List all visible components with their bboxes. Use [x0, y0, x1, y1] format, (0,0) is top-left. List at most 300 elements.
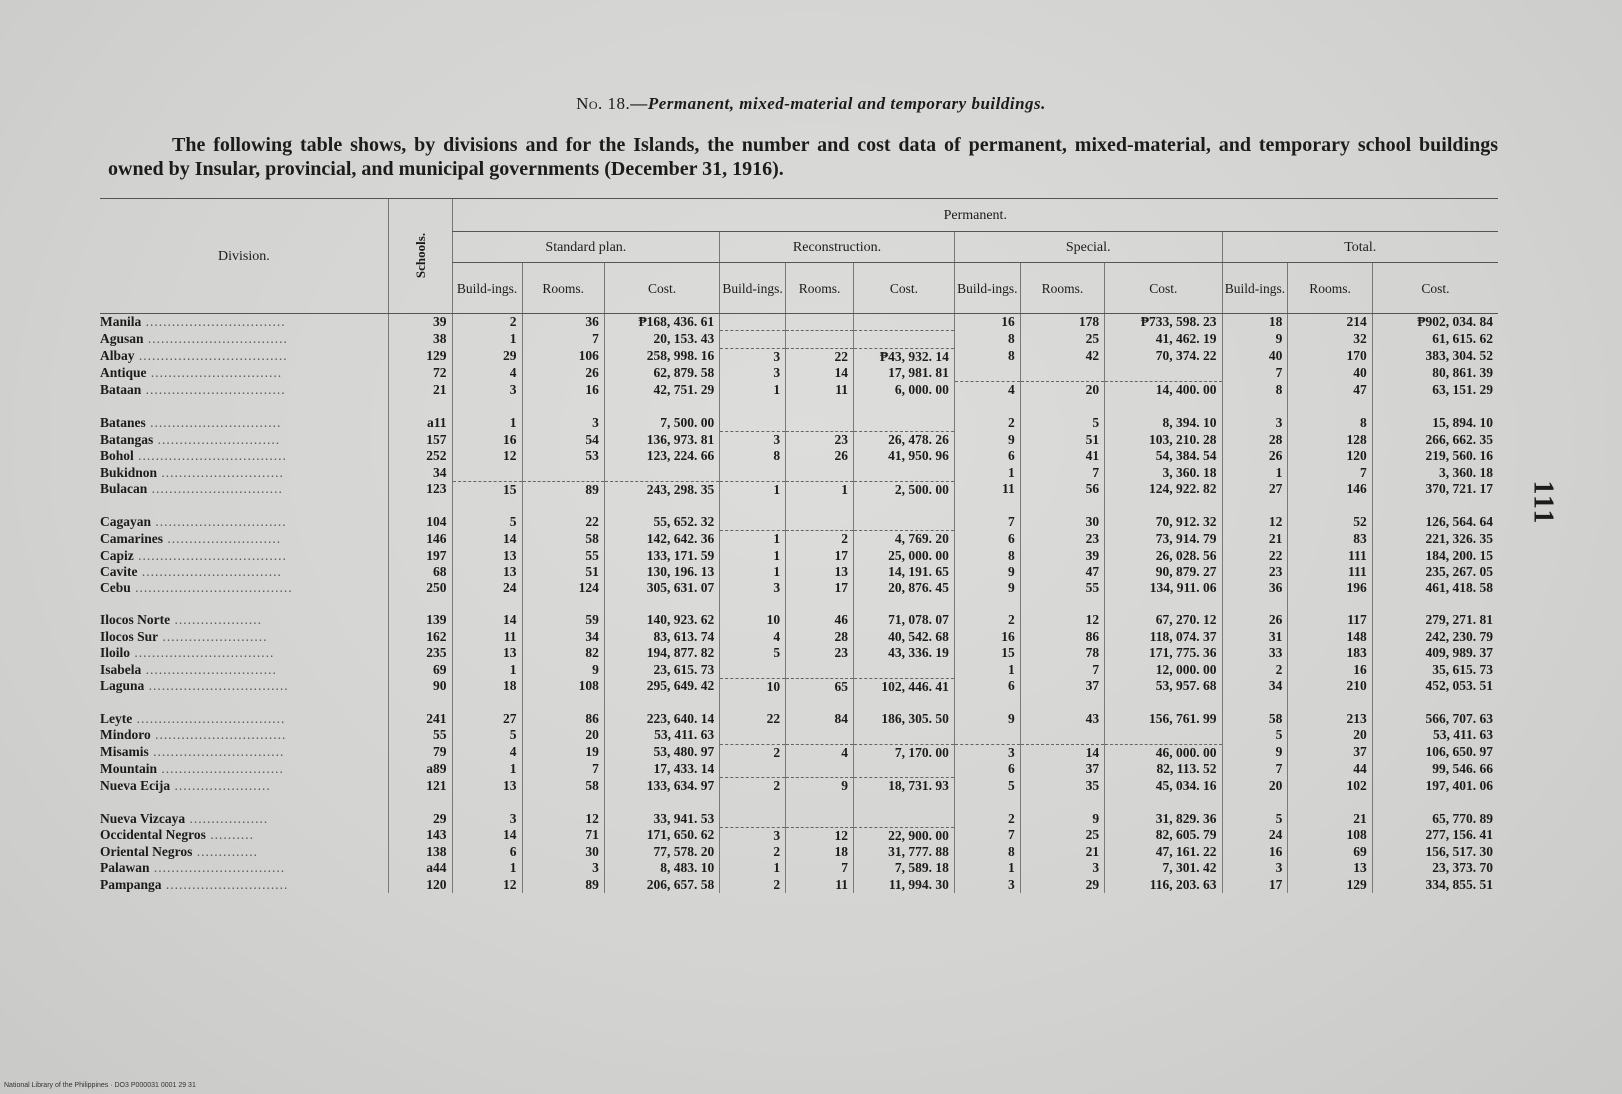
spc-rooms-cell: 7	[1020, 661, 1104, 678]
schools-cell: 157	[388, 431, 452, 448]
tot-buildings-cell: 20	[1222, 778, 1288, 795]
spc-buildings-cell: 6	[954, 531, 1020, 548]
tot-cost-cell: 235, 267. 05	[1372, 564, 1498, 580]
tot-cost-cell: 63, 151. 29	[1372, 382, 1498, 399]
empty-cell	[786, 331, 854, 348]
tot-buildings-cell: 18	[1222, 314, 1288, 331]
sp-buildings-cell: 24	[452, 580, 522, 596]
spc-rooms-cell: 178	[1020, 314, 1104, 331]
tot-cost-cell: 242, 230. 79	[1372, 629, 1498, 645]
empty-cell	[786, 314, 854, 331]
spc-buildings-cell: 8	[954, 348, 1020, 365]
tot-cost-cell: 277, 156. 41	[1372, 827, 1498, 844]
empty-cell	[854, 464, 955, 481]
tot-rooms-cell: 111	[1288, 564, 1372, 580]
spc-cost-cell: 26, 028. 56	[1105, 548, 1222, 564]
rc-cost-cell: 7, 170. 00	[854, 744, 955, 761]
tot-buildings-cell: 3	[1222, 860, 1288, 876]
leader-dots: ..........................	[163, 531, 282, 547]
spc-cost-cell: 70, 374. 22	[1105, 348, 1222, 365]
empty-cell	[720, 464, 786, 481]
tot-buildings-cell: 31	[1222, 629, 1288, 645]
spc-buildings-cell: 1	[954, 464, 1020, 481]
tot-rooms-cell: 108	[1288, 827, 1372, 844]
division-cell	[100, 761, 388, 778]
table-row	[100, 331, 1498, 348]
spc-cost-cell: 7, 301. 42	[1105, 860, 1222, 876]
spc-rooms-cell: 29	[1020, 877, 1104, 893]
sp-buildings-cell: 18	[452, 678, 522, 695]
rc-rooms-cell: 12	[786, 827, 854, 844]
rc-cost-cell: 26, 478. 26	[854, 431, 955, 448]
tot-cost-cell: 61, 615. 62	[1372, 331, 1498, 348]
empty-cell	[786, 810, 854, 827]
spc-buildings-cell: 6	[954, 761, 1020, 778]
schools-header-label: Schools.	[412, 232, 428, 279]
rc-cost-cell: 102, 446. 41	[854, 678, 955, 695]
table-row	[100, 711, 1498, 727]
standard-plan-header: Standard plan.	[452, 232, 720, 263]
division-name: Cebu	[100, 580, 131, 596]
division-name: Bulacan	[100, 481, 148, 497]
tot-rooms-cell: 196	[1288, 580, 1372, 596]
division-name: Palawan	[100, 860, 150, 876]
table-row	[100, 414, 1498, 431]
division-cell	[100, 661, 388, 678]
column-header-cost: Cost.	[1105, 263, 1222, 314]
spc-cost-cell: 46, 000. 00	[1105, 744, 1222, 761]
rc-buildings-cell: 1	[720, 564, 786, 580]
rc-buildings-cell: 10	[720, 678, 786, 695]
sp-buildings-cell: 13	[452, 645, 522, 661]
sp-cost-cell: ₱168, 436. 61	[604, 314, 719, 331]
sp-buildings-cell: 29	[452, 348, 522, 365]
rc-cost-cell: 40, 542. 68	[854, 629, 955, 645]
tot-buildings-cell: 8	[1222, 382, 1288, 399]
tot-cost-cell: 383, 304. 52	[1372, 348, 1498, 365]
table-row	[100, 314, 1498, 331]
empty-cell	[720, 314, 786, 331]
division-cell	[100, 860, 388, 876]
tot-cost-cell: 35, 615. 73	[1372, 661, 1498, 678]
spc-cost-cell: 73, 914. 79	[1105, 531, 1222, 548]
division-cell	[100, 629, 388, 645]
group-spacer	[100, 498, 1498, 514]
division-cell	[100, 314, 388, 331]
spc-rooms-cell: 37	[1020, 761, 1104, 778]
leader-dots: ..........	[205, 827, 254, 843]
column-header-buildings: Build-ings.	[452, 263, 522, 314]
group-spacer	[100, 695, 1498, 711]
tot-buildings-cell: 58	[1222, 711, 1288, 727]
division-cell	[100, 331, 388, 348]
division-name: Pampanga	[100, 876, 162, 892]
rc-buildings-cell: 3	[720, 365, 786, 382]
tot-buildings-cell: 5	[1222, 810, 1288, 827]
spc-rooms-cell: 39	[1020, 548, 1104, 564]
spc-cost-cell: 3, 360. 18	[1105, 464, 1222, 481]
spc-rooms-cell: 5	[1020, 414, 1104, 431]
column-header-buildings: Build-ings.	[1222, 263, 1288, 314]
rc-cost-cell: 186, 305. 50	[854, 711, 955, 727]
tot-rooms-cell: 111	[1288, 548, 1372, 564]
division-name: Oriental Negros	[100, 844, 193, 860]
spc-buildings-cell: 2	[954, 612, 1020, 628]
sp-rooms-cell: 53	[522, 448, 604, 464]
sp-buildings-cell: 4	[452, 744, 522, 761]
table-row	[100, 382, 1498, 399]
spc-cost-cell: 12, 000. 00	[1105, 661, 1222, 678]
rc-buildings-cell: 5	[720, 645, 786, 661]
table-row	[100, 448, 1498, 464]
spc-rooms-cell: 12	[1020, 612, 1104, 628]
division-name: Misamis	[100, 744, 149, 760]
spc-buildings-cell: 16	[954, 314, 1020, 331]
rc-rooms-cell: 14	[786, 365, 854, 382]
empty-cell	[854, 414, 955, 431]
table-row	[100, 348, 1498, 365]
sp-rooms-cell: 16	[522, 382, 604, 399]
spc-rooms-cell: 9	[1020, 810, 1104, 827]
sp-rooms-cell: 89	[522, 481, 604, 498]
division-cell	[100, 548, 388, 564]
empty-cell	[1105, 727, 1222, 744]
spc-cost-cell: 47, 161. 22	[1105, 844, 1222, 860]
column-header-rooms: Rooms.	[1020, 263, 1104, 314]
spc-rooms-cell: 21	[1020, 844, 1104, 860]
leader-dots: ................................	[141, 314, 286, 330]
tot-buildings-cell: 27	[1222, 481, 1288, 498]
rc-cost-cell: 2, 500. 00	[854, 481, 955, 498]
tot-rooms-cell: 37	[1288, 744, 1372, 761]
schools-cell: 21	[388, 382, 452, 399]
sp-rooms-cell: 12	[522, 810, 604, 827]
division-cell	[100, 531, 388, 548]
schools-cell: a44	[388, 860, 452, 876]
sp-buildings-cell: 3	[452, 810, 522, 827]
schools-cell: 29	[388, 810, 452, 827]
division-name: Antique	[100, 365, 147, 381]
tot-cost-cell: 3, 360. 18	[1372, 464, 1498, 481]
table-row	[100, 744, 1498, 761]
spc-buildings-cell: 2	[954, 810, 1020, 827]
schools-cell: 250	[388, 580, 452, 596]
division-name: Isabela	[100, 661, 142, 677]
sp-rooms-cell: 58	[522, 778, 604, 795]
spc-rooms-cell: 55	[1020, 580, 1104, 596]
schools-cell: 34	[388, 464, 452, 481]
sp-rooms-cell: 51	[522, 564, 604, 580]
tot-rooms-cell: 52	[1288, 514, 1372, 531]
empty-cell	[854, 661, 955, 678]
column-header-buildings: Build-ings.	[720, 263, 786, 314]
spc-buildings-cell: 7	[954, 514, 1020, 531]
spc-buildings-cell: 6	[954, 448, 1020, 464]
schools-cell: 79	[388, 744, 452, 761]
schools-cell: 146	[388, 531, 452, 548]
tot-cost-cell: 566, 707. 63	[1372, 711, 1498, 727]
division-name: Nueva Ecija	[100, 777, 171, 793]
table-heading	[0, 94, 1622, 114]
division-name: Bohol	[100, 448, 134, 464]
tot-buildings-cell: 21	[1222, 531, 1288, 548]
spc-buildings-cell: 3	[954, 744, 1020, 761]
tot-cost-cell: 53, 411. 63	[1372, 727, 1498, 744]
division-name: Ilocos Sur	[100, 628, 159, 644]
spc-buildings-cell: 1	[954, 860, 1020, 876]
schools-cell: 162	[388, 629, 452, 645]
sp-cost-cell: 20, 153. 43	[604, 331, 719, 348]
table-row	[100, 877, 1498, 893]
leader-dots: ................................	[130, 645, 275, 661]
table-row	[100, 580, 1498, 596]
tot-buildings-cell: 5	[1222, 727, 1288, 744]
tot-rooms-cell: 210	[1288, 678, 1372, 695]
tot-cost-cell: 266, 662. 35	[1372, 431, 1498, 448]
sp-buildings-cell: 2	[452, 314, 522, 331]
rc-buildings-cell: 2	[720, 877, 786, 893]
leader-dots: ..................................	[133, 448, 287, 464]
tot-rooms-cell: 40	[1288, 365, 1372, 382]
tot-rooms-cell: 146	[1288, 481, 1372, 498]
spc-buildings-cell: 8	[954, 844, 1020, 860]
leader-dots: ................................	[141, 381, 286, 397]
sp-cost-cell: 133, 171. 59	[604, 548, 719, 564]
sp-buildings-cell: 13	[452, 548, 522, 564]
schools-cell: 197	[388, 548, 452, 564]
table-row	[100, 431, 1498, 448]
leader-dots: ................................	[144, 678, 289, 694]
schools-cell: 72	[388, 365, 452, 382]
table-row	[100, 661, 1498, 678]
tot-buildings-cell: 17	[1222, 877, 1288, 893]
tot-rooms-cell: 128	[1288, 431, 1372, 448]
tot-rooms-cell: 213	[1288, 711, 1372, 727]
division-cell	[100, 464, 388, 481]
leader-dots: ..............................	[148, 744, 285, 760]
spc-cost-cell: 54, 384. 54	[1105, 448, 1222, 464]
tot-cost-cell: 219, 560. 16	[1372, 448, 1498, 464]
spc-buildings-cell: 9	[954, 431, 1020, 448]
spc-buildings-cell: 9	[954, 580, 1020, 596]
tot-cost-cell: 184, 200. 15	[1372, 548, 1498, 564]
rc-cost-cell: 31, 777. 88	[854, 844, 955, 860]
division-cell	[100, 448, 388, 464]
leader-dots: ....................................	[130, 580, 293, 596]
sp-rooms-cell: 34	[522, 629, 604, 645]
sp-rooms-cell: 82	[522, 645, 604, 661]
rc-cost-cell: ₱43, 932. 14	[854, 348, 955, 365]
spc-buildings-cell: 4	[954, 382, 1020, 399]
sp-cost-cell: 7, 500. 00	[604, 414, 719, 431]
table-header	[100, 199, 1498, 314]
rc-buildings-cell: 1	[720, 548, 786, 564]
rc-cost-cell: 18, 731. 93	[854, 778, 955, 795]
empty-cell	[720, 331, 786, 348]
schools-cell: 123	[388, 481, 452, 498]
rc-rooms-cell: 23	[786, 645, 854, 661]
rc-rooms-cell: 7	[786, 860, 854, 876]
tot-cost-cell: 156, 517. 30	[1372, 844, 1498, 860]
sp-rooms-cell: 36	[522, 314, 604, 331]
sp-cost-cell: 140, 923. 62	[604, 612, 719, 628]
leader-dots: ..............................	[149, 860, 286, 876]
leader-dots: ............................	[157, 464, 284, 480]
sp-cost-cell: 305, 631. 07	[604, 580, 719, 596]
schools-cell: 241	[388, 711, 452, 727]
division-cell	[100, 348, 388, 365]
sp-buildings-cell: 16	[452, 431, 522, 448]
division-cell	[100, 580, 388, 596]
permanent-header: Permanent.	[452, 199, 1498, 232]
tot-buildings-cell: 3	[1222, 414, 1288, 431]
empty-cell	[720, 514, 786, 531]
spc-rooms-cell: 37	[1020, 678, 1104, 695]
empty-cell	[720, 414, 786, 431]
table-body	[100, 314, 1498, 893]
tot-buildings-cell: 40	[1222, 348, 1288, 365]
rc-buildings-cell: 10	[720, 612, 786, 628]
tot-rooms-cell: 32	[1288, 331, 1372, 348]
division-name: Mindoro	[100, 727, 151, 743]
rc-cost-cell: 6, 000. 00	[854, 382, 955, 399]
rc-cost-cell: 7, 589. 18	[854, 860, 955, 876]
spc-rooms-cell: 7	[1020, 464, 1104, 481]
tot-buildings-cell: 26	[1222, 448, 1288, 464]
sp-buildings-cell: 1	[452, 661, 522, 678]
empty-cell	[720, 810, 786, 827]
spc-rooms-cell: 41	[1020, 448, 1104, 464]
leader-dots: ..............................	[146, 365, 283, 381]
empty-cell	[786, 414, 854, 431]
empty-cell	[452, 464, 522, 481]
schools-cell: 68	[388, 564, 452, 580]
spc-buildings-cell: 16	[954, 629, 1020, 645]
leader-dots: ........................	[158, 628, 268, 644]
division-cell	[100, 645, 388, 661]
spc-buildings-cell: 9	[954, 711, 1020, 727]
spc-cost-cell: 70, 912. 32	[1105, 514, 1222, 531]
empty-cell	[954, 365, 1020, 382]
spc-cost-cell: 8, 394. 10	[1105, 414, 1222, 431]
spc-buildings-cell: 5	[954, 778, 1020, 795]
tot-buildings-cell: 2	[1222, 661, 1288, 678]
table-row	[100, 564, 1498, 580]
rc-buildings-cell: 8	[720, 448, 786, 464]
rc-cost-cell: 22, 900. 00	[854, 827, 955, 844]
empty-cell	[954, 727, 1020, 744]
spc-cost-cell: 171, 775. 36	[1105, 645, 1222, 661]
tot-buildings-cell: 9	[1222, 331, 1288, 348]
division-cell	[100, 382, 388, 399]
schools-cell: 120	[388, 877, 452, 893]
schools-cell: 129	[388, 348, 452, 365]
spc-rooms-cell: 42	[1020, 348, 1104, 365]
sp-rooms-cell: 9	[522, 661, 604, 678]
table-row	[100, 761, 1498, 778]
table-row	[100, 365, 1498, 382]
division-name: Leyte	[100, 710, 133, 726]
sp-rooms-cell: 89	[522, 877, 604, 893]
table-row	[100, 531, 1498, 548]
rc-rooms-cell: 2	[786, 531, 854, 548]
spc-rooms-cell: 3	[1020, 860, 1104, 876]
division-name: Agusan	[100, 331, 144, 347]
rc-buildings-cell: 1	[720, 531, 786, 548]
spc-buildings-cell: 15	[954, 645, 1020, 661]
rc-buildings-cell: 3	[720, 348, 786, 365]
spc-cost-cell: 67, 270. 12	[1105, 612, 1222, 628]
division-name: Occidental Negros	[100, 827, 206, 843]
tot-cost-cell: 197, 401. 06	[1372, 778, 1498, 795]
schools-cell: 235	[388, 645, 452, 661]
division-name: Camarines	[100, 531, 163, 547]
tot-rooms-cell: 13	[1288, 860, 1372, 876]
schools-cell: 104	[388, 514, 452, 531]
division-name: Iloilo	[100, 645, 131, 661]
spc-cost-cell: 41, 462. 19	[1105, 331, 1222, 348]
spc-rooms-cell: 47	[1020, 564, 1104, 580]
sp-buildings-cell: 1	[452, 414, 522, 431]
sp-rooms-cell: 71	[522, 827, 604, 844]
table-row	[100, 678, 1498, 695]
table-row	[100, 514, 1498, 531]
empty-cell	[854, 331, 955, 348]
spc-cost-cell: 14, 400. 00	[1105, 382, 1222, 399]
sp-cost-cell: 77, 578. 20	[604, 844, 719, 860]
sp-cost-cell: 53, 411. 63	[604, 727, 719, 744]
tot-cost-cell: ₱902, 034. 84	[1372, 314, 1498, 331]
tot-cost-cell: 126, 564. 64	[1372, 514, 1498, 531]
leader-dots: ..............................	[150, 727, 287, 743]
division-cell	[100, 778, 388, 795]
leader-dots: ..............................	[141, 661, 277, 677]
sp-buildings-cell: 13	[452, 778, 522, 795]
rc-rooms-cell: 84	[786, 711, 854, 727]
spc-cost-cell: 45, 034. 16	[1105, 778, 1222, 795]
tot-buildings-cell: 9	[1222, 744, 1288, 761]
tot-cost-cell: 15, 894. 10	[1372, 414, 1498, 431]
rc-cost-cell: 43, 336. 19	[854, 645, 955, 661]
spc-rooms-cell: 78	[1020, 645, 1104, 661]
spc-rooms-cell: 25	[1020, 827, 1104, 844]
sp-cost-cell: 243, 298. 35	[604, 481, 719, 498]
sp-cost-cell: 83, 613. 74	[604, 629, 719, 645]
division-cell	[100, 414, 388, 431]
sp-cost-cell: 23, 615. 73	[604, 661, 719, 678]
sp-rooms-cell: 30	[522, 844, 604, 860]
tot-buildings-cell: 28	[1222, 431, 1288, 448]
sp-rooms-cell: 7	[522, 761, 604, 778]
table-row	[100, 464, 1498, 481]
leader-dots: ................................	[137, 563, 282, 579]
spc-buildings-cell: 9	[954, 564, 1020, 580]
empty-cell	[854, 314, 955, 331]
table-row	[100, 778, 1498, 795]
sp-cost-cell: 8, 483. 10	[604, 860, 719, 876]
spc-rooms-cell: 14	[1020, 744, 1104, 761]
leader-dots: ..............................	[151, 514, 287, 530]
division-cell	[100, 844, 388, 860]
rc-rooms-cell: 13	[786, 564, 854, 580]
column-header-buildings: Build-ings.	[954, 263, 1020, 314]
tot-cost-cell: 279, 271. 81	[1372, 612, 1498, 628]
tot-rooms-cell: 16	[1288, 661, 1372, 678]
division-cell	[100, 431, 388, 448]
tot-rooms-cell: 120	[1288, 448, 1372, 464]
sp-cost-cell: 136, 973. 81	[604, 431, 719, 448]
empty-cell	[786, 464, 854, 481]
